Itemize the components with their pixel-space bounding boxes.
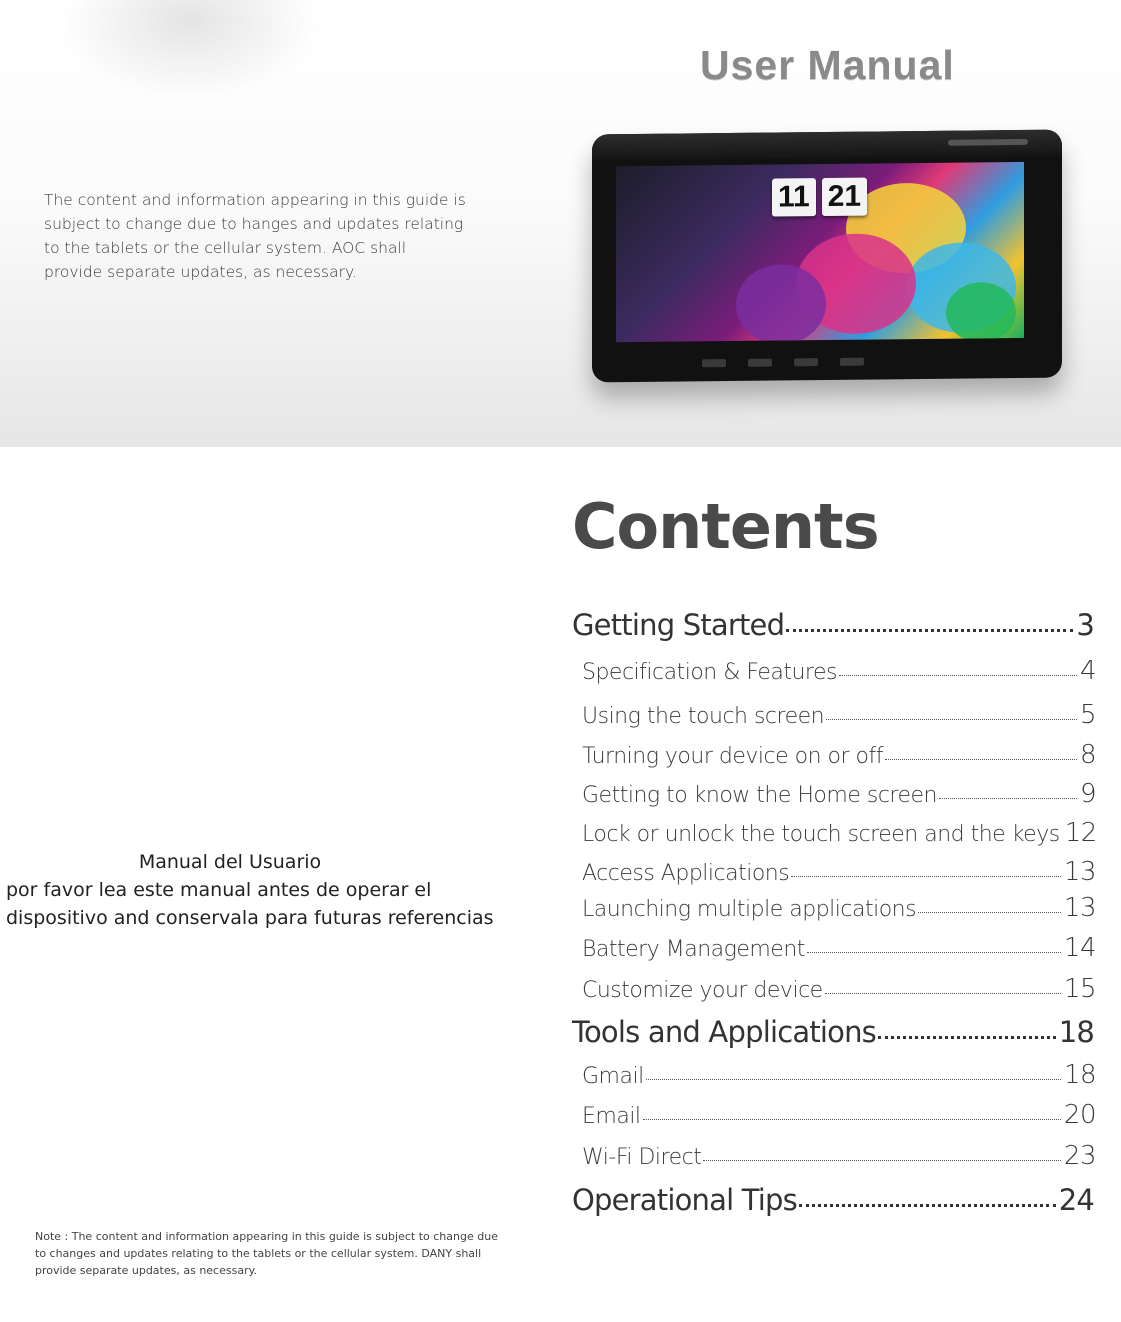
toc-section-entry — [572, 1183, 1094, 1217]
toc-page-number: 5 — [1079, 700, 1096, 730]
toc-dot-leader — [807, 952, 1061, 953]
intro-line: to the tablets or the cellular system. AOC shall — [44, 239, 407, 257]
toc-dot-leader — [786, 629, 1073, 632]
toc-page-number: 3 — [1076, 608, 1094, 642]
toc-entry-label: Email — [582, 1104, 641, 1129]
toc-dot-leader — [825, 993, 1061, 994]
toc-dot-leader — [918, 912, 1061, 913]
toc-page-number: 18 — [1058, 1015, 1094, 1049]
note-line: Note : The content and information appearing in this guide is subject to change due — [35, 1230, 498, 1243]
toc-sub-entry — [582, 857, 1096, 887]
toc-page-number: 18 — [1063, 1060, 1096, 1090]
banner-glow — [60, 0, 320, 100]
toc-dot-leader — [878, 1036, 1056, 1039]
toc-dot-leader — [799, 1204, 1056, 1207]
toc-sub-entry — [582, 933, 1096, 963]
toc-page-number: 14 — [1063, 933, 1096, 963]
toc-page-number: 20 — [1063, 1100, 1096, 1130]
nav-menu-icon — [840, 358, 864, 366]
spanish-notice — [0, 848, 520, 932]
intro-line: provide separate updates, as necessary. — [44, 263, 357, 281]
clock-minutes: 21 — [822, 178, 867, 216]
toc-sub-entry — [582, 700, 1096, 730]
toc-dot-leader — [885, 759, 1077, 760]
clock-hours: 11 — [772, 178, 816, 216]
toc-entry-label: Turning your device on or off — [582, 744, 883, 769]
tablet-screen — [616, 162, 1024, 342]
toc-sub-entry — [582, 740, 1096, 770]
toc-entry-label: Wi-Fi Direct — [582, 1145, 702, 1170]
spanish-title: Manual del Usuario — [138, 851, 322, 873]
toc-entry-label: Tools and Applications — [572, 1015, 876, 1049]
toc-sub-entry — [582, 656, 1096, 686]
toc-entry-label: Customize your device — [582, 978, 823, 1003]
tablet-bezel — [592, 130, 1062, 161]
toc-page-number: 8 — [1079, 740, 1096, 770]
toc-entry-label: Access Applications — [582, 861, 790, 886]
toc-page-number: 13 — [1063, 893, 1096, 923]
tablet-clock-widget — [772, 178, 867, 217]
toc-dot-leader — [643, 1119, 1061, 1120]
tablet-status-bar — [948, 139, 1028, 146]
toc-entry-label: Battery Management — [582, 937, 805, 962]
toc-entry-label: Specification & Features — [582, 660, 837, 685]
toc-entry-label: Getting to know the Home screen — [582, 783, 937, 808]
toc-sub-entry — [582, 1141, 1096, 1171]
toc-entry-label: Operational Tips — [572, 1183, 797, 1217]
toc-sub-entry — [582, 1100, 1096, 1130]
tablet-nav-buttons — [702, 358, 872, 370]
toc-page-number: 15 — [1063, 974, 1096, 1004]
toc-page-number: 23 — [1063, 1141, 1096, 1171]
toc-entry-label: Lock or unlock the touch screen and the keys — [582, 822, 1060, 847]
note-line: to changes and updates relating to the tablets or the cellular system. DANY shall — [35, 1247, 482, 1260]
toc-section-entry — [572, 1015, 1094, 1049]
toc-dot-leader — [839, 675, 1077, 676]
footer-note — [35, 1228, 505, 1279]
toc-section-entry — [572, 608, 1094, 642]
toc-entry-label: Getting Started — [572, 608, 785, 642]
toc-dot-leader — [826, 719, 1077, 720]
toc-page-number: 12 — [1064, 818, 1097, 848]
toc-page-number: 13 — [1063, 857, 1096, 887]
intro-line: subject to change due to hanges and updates relating — [44, 215, 464, 233]
toc-entry-label: Launching multiple applications — [582, 897, 917, 922]
toc-dot-leader — [703, 1160, 1061, 1161]
toc-sub-entry — [582, 818, 1096, 848]
toc-page-number: 9 — [1079, 779, 1096, 809]
toc-sub-entry — [582, 1060, 1096, 1090]
user-manual-title: User Manual — [700, 42, 955, 88]
toc-dot-leader — [646, 1079, 1061, 1080]
spanish-line-2: dispositivo and conservala para futuras referencias — [6, 907, 494, 929]
note-line: provide separate updates, as necessary. — [35, 1264, 258, 1277]
nav-back-icon — [702, 359, 726, 367]
spanish-line-1: por favor lea este manual antes de operar el — [6, 879, 432, 901]
toc-sub-entry — [582, 893, 1096, 923]
toc-page-number: 4 — [1079, 656, 1096, 686]
toc-entry-label: Using the touch screen — [582, 704, 825, 729]
toc-sub-entry — [582, 779, 1096, 809]
tablet-image — [592, 130, 1062, 383]
intro-line: The content and information appearing in this guide is — [44, 191, 466, 209]
color-splash — [946, 282, 1016, 342]
contents-heading: Contents — [572, 490, 879, 563]
color-splash — [736, 264, 826, 342]
toc-entry-label: Gmail — [582, 1064, 644, 1089]
toc-page-number: 24 — [1058, 1183, 1094, 1217]
toc-dot-leader — [939, 798, 1077, 799]
intro-paragraph — [44, 188, 474, 284]
nav-home-icon — [748, 359, 772, 367]
toc-sub-entry — [582, 974, 1096, 1004]
toc-dot-leader — [791, 876, 1061, 877]
nav-recent-icon — [794, 358, 818, 366]
cover-banner — [0, 0, 1121, 447]
